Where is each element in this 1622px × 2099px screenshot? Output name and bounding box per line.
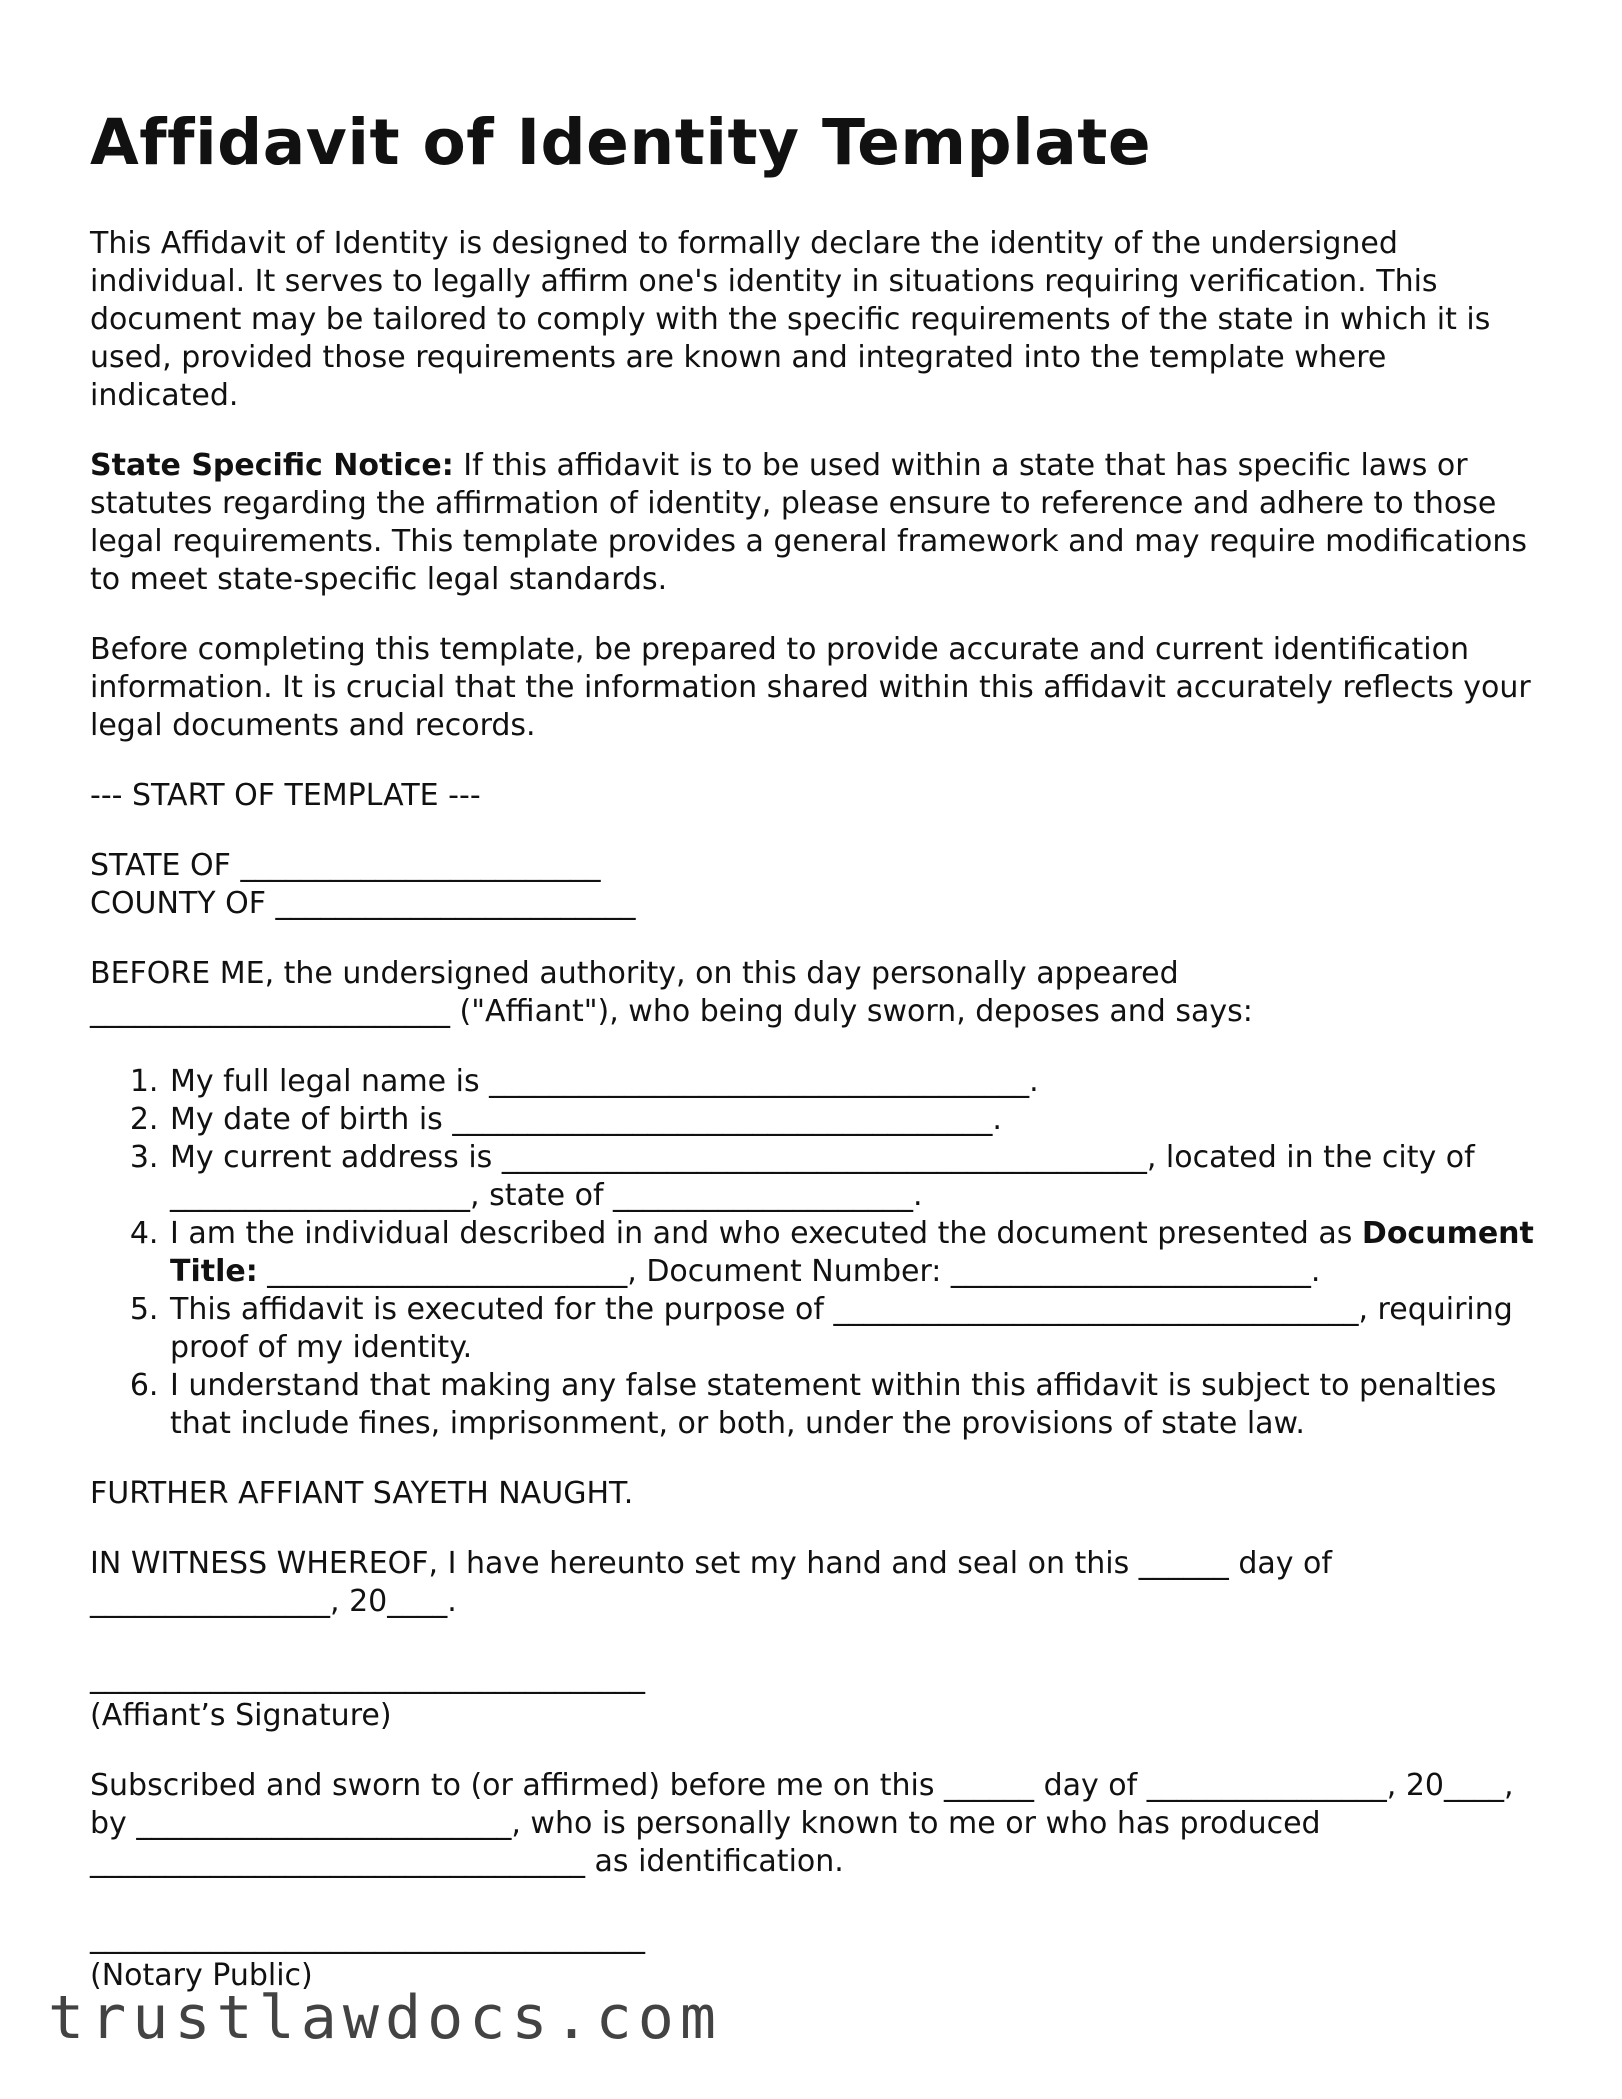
appearance-block [90,955,1540,1031]
state-of-line: STATE OF ________________________ [90,847,601,883]
statement-document-pre: I am the individual described in and who executed the document presented as [170,1215,1362,1251]
notary-signature-label: (Notary Public) [90,1957,313,1993]
affiant-signature-line: _____________________________________ [90,1659,645,1695]
statements-list [90,1063,1540,1443]
state-notice-paragraph [90,447,1540,599]
notary-signature-line: _____________________________________ [90,1919,645,1955]
state-notice-text: If this affidavit is to be used within a state that has specific laws or statutes regarding the affirmation of identity, please ensure to reference and adhere to those legal requirements. This template provides a general framework and may require modifications to meet state-specific legal standards. [90,447,1527,597]
state-notice-label: State Specific Notice: [90,447,454,483]
statement-full-name: 1. My full legal name is ____________________________________. [168,1063,1540,1101]
statement-purpose: 5. This affidavit is executed for the purpose of ___________________________________, requiring proof of my identity. [168,1291,1540,1367]
venue-block [90,847,1540,923]
affiant-signature-block [90,1659,1540,1735]
appearance-line-1: BEFORE ME, the undersigned authority, on this day personally appeared [90,955,1179,991]
subscribed-paragraph: Subscribed and sworn to (or affirmed) before me on this ______ day of ________________, 20____, by _________________________, who is personally known to me or who has produced _________________________________ as identification. [90,1767,1514,1879]
document-title: Affidavit of Identity Template [90,106,1152,179]
statement-address: 3. My current address is ___________________________________________, located in the city of ____________________, state of ____________________. [168,1139,1540,1215]
template-start-marker: --- START OF TEMPLATE --- [90,777,481,813]
statement-document-post: ________________________, Document Number: ________________________. [257,1253,1321,1289]
county-of-line: COUNTY OF ________________________ [90,885,636,921]
document-page [90,105,1540,1995]
document-title-label: Document Title: [170,1215,1534,1289]
watermark-logo: trustlawdocs.com [48,1983,722,2053]
witness-paragraph: IN WITNESS WHEREOF, I have hereunto set my hand and seal on this ______ day of ________________, 20____. [90,1545,1332,1619]
affiant-signature-label: (Affiant’s Signature) [90,1697,392,1733]
statement-penalties: 6. I understand that making any false statement within this affidavit is subject to penalties that include fines, imprisonment, or both, under the provisions of state law. [168,1367,1540,1443]
statement-document [168,1215,1540,1291]
appearance-line-2: ________________________ ("Affiant"), who being duly sworn, deposes and says: [90,993,1253,1029]
intro-paragraph: This Affidavit of Identity is designed to formally declare the identity of the undersigned individual. It serves to legally affirm one's identity in situations requiring verification. This document may be tailored to comply with the specific requirements of the state in which it is used, provided those requirements are known and integrated into the template where indicated. [90,225,1491,413]
preparation-paragraph: Before completing this template, be prepared to provide accurate and current identification information. It is crucial that the information shared within this affidavit accurately reflects your legal documents and records. [90,631,1531,743]
further-affiant-line: FURTHER AFFIANT SAYETH NAUGHT. [90,1475,634,1511]
statement-birth-date: 2. My date of birth is ____________________________________. [168,1101,1540,1139]
